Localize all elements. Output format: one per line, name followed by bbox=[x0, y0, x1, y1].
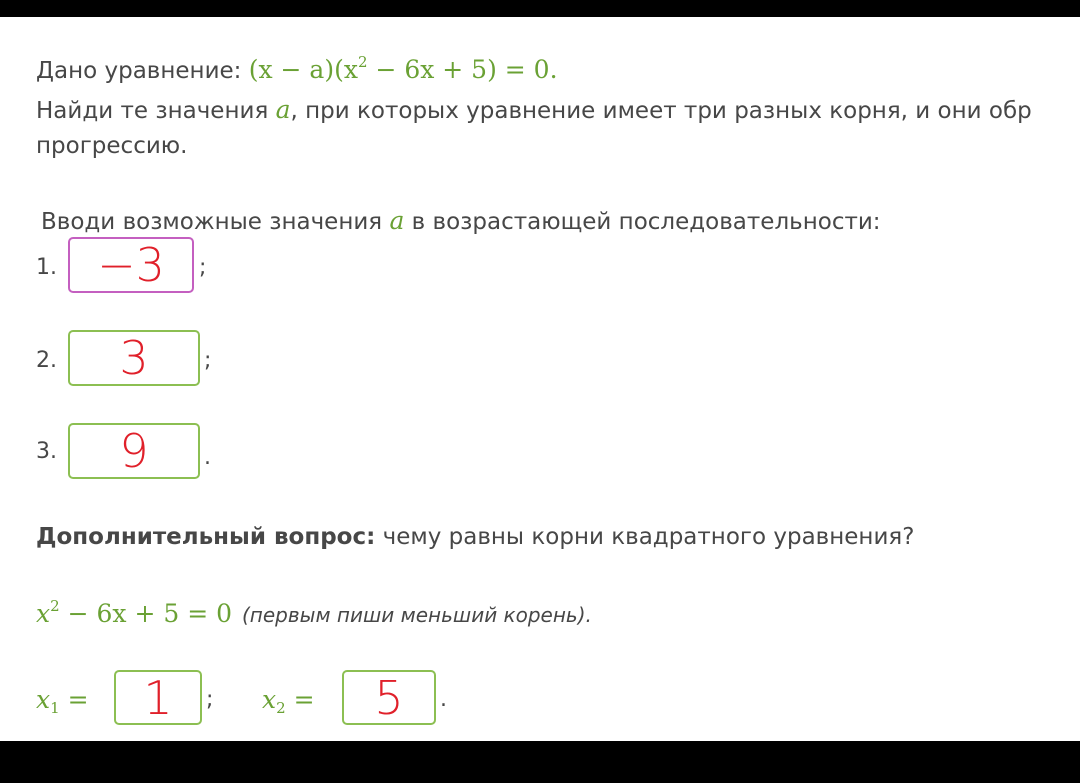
root-x1-input[interactable] bbox=[114, 670, 202, 725]
answer-2-separator: ; bbox=[204, 348, 212, 373]
answer-1-separator: ; bbox=[199, 255, 207, 280]
input-instructions: Вводи возможные значения a в возрастающей последовательности: bbox=[41, 206, 881, 235]
answer-1-number: 1. bbox=[36, 255, 57, 280]
root-x2-separator: . bbox=[440, 687, 447, 712]
answer-2-value: 3 bbox=[119, 331, 149, 385]
answer-3-value: 9 bbox=[119, 424, 149, 478]
given-equation: $(x - a)(x^2 - 6x + 5) = 0$. bbox=[248, 53, 558, 84]
task-panel bbox=[0, 17, 1080, 741]
task-text-line2: прогрессию. bbox=[36, 133, 188, 159]
quadratic-equation: $x^2 - 6x + 5 = 0$ bbox=[36, 597, 232, 628]
extra-question-label: Дополнительный вопрос: bbox=[36, 524, 376, 550]
answer-1-value: −3 bbox=[97, 238, 165, 292]
answer-3-number: 3. bbox=[36, 439, 57, 464]
answer-3-separator: . bbox=[204, 445, 211, 470]
extra-question: Дополнительный вопрос: чему равны корни квадратного уравнения? bbox=[36, 524, 915, 550]
given-equation-line bbox=[36, 55, 558, 84]
root-x2-input[interactable] bbox=[342, 670, 436, 725]
root-x1-separator: ; bbox=[206, 687, 214, 712]
root-x1-value: 1 bbox=[143, 670, 173, 725]
task-text-line1: Найди те значения a, при которых уравнение имеет три разных корня, и они обр bbox=[36, 95, 1032, 124]
variable-a: a bbox=[389, 206, 405, 235]
order-note: (первым пиши меньший корень). bbox=[242, 603, 592, 627]
root-x1-label: $x_1$ = bbox=[36, 685, 89, 717]
answer-2-number: 2. bbox=[36, 348, 57, 373]
given-label: Дано уравнение: bbox=[36, 58, 242, 84]
answer-2-input[interactable] bbox=[68, 330, 200, 386]
answer-1-input[interactable] bbox=[68, 237, 194, 293]
quadratic-equation-line bbox=[36, 599, 592, 628]
root-x2-value: 5 bbox=[374, 670, 404, 725]
root-x2-label: $x_2$ = bbox=[262, 685, 315, 717]
answer-3-input[interactable] bbox=[68, 423, 200, 479]
variable-a: a bbox=[275, 95, 291, 124]
